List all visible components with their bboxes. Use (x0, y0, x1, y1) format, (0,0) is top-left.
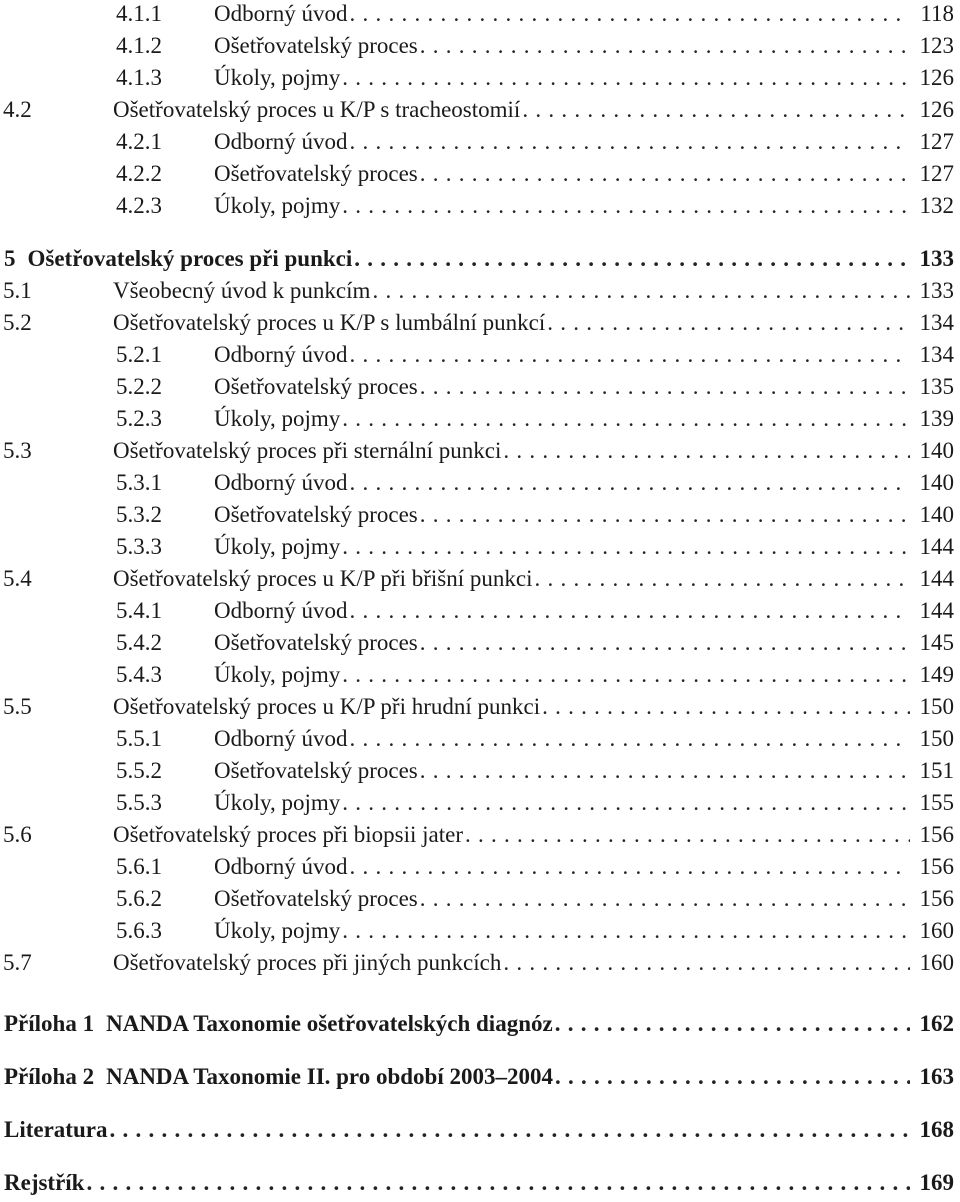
toc-entry-page-number: 127 (919, 161, 954, 186)
toc-entry (0, 0, 954, 30)
toc-entry (0, 723, 954, 755)
toc-entry-page-number: 163 (919, 1064, 954, 1089)
toc-entry-number: 5.5.1 (116, 726, 162, 751)
toc-entry-title: Odborný úvod (214, 342, 348, 367)
toc-entry-number: 5.6 (3, 822, 32, 847)
toc-entry-page-number: 160 (919, 918, 954, 943)
toc-entry-number: 5.2.3 (116, 406, 162, 431)
dot-leader (109, 1114, 910, 1146)
dot-leader (86, 1167, 910, 1199)
toc-entry-title: Ošetřovatelský proces (214, 502, 418, 527)
toc-entry-title: Ošetřovatelský proces (214, 758, 418, 783)
toc-entry-page-number: 135 (919, 374, 954, 399)
toc-entry-title: Úkoly, pojmy (214, 193, 341, 218)
toc-entry (0, 1167, 954, 1199)
toc-entry (0, 915, 954, 947)
toc-entry-number: 5.3.3 (116, 534, 162, 559)
toc-entry (0, 243, 954, 275)
toc-entry-title: Ošetřovatelský proces u K/P s tracheostomií (113, 97, 521, 122)
dot-leader (350, 467, 910, 499)
toc-entry (0, 339, 954, 371)
dot-leader (420, 30, 910, 62)
dot-leader (555, 1008, 910, 1040)
toc-entry (0, 563, 954, 595)
toc-entry-page-number: 156 (919, 854, 954, 879)
toc-entry-number: Příloha 2 (4, 1064, 95, 1089)
toc-entry-title: Ošetřovatelský proces při jiných punkcích (113, 950, 502, 975)
toc-entry-page-number: 140 (919, 438, 954, 463)
dot-leader (420, 371, 910, 403)
toc-entry (0, 1008, 954, 1040)
dot-leader (342, 915, 910, 947)
toc-entry-title: Ošetřovatelský proces při sternální punkci (113, 438, 502, 463)
dot-leader (465, 819, 910, 851)
toc-entry-page-number: 150 (919, 694, 954, 719)
toc-entry-title: Ošetřovatelský proces při biopsii jater (113, 822, 464, 847)
toc-entry-number: Příloha 1 (4, 1011, 95, 1036)
toc-entry-title: Úkoly, pojmy (214, 918, 341, 943)
toc-entry (0, 158, 954, 190)
toc-entry-page-number: 133 (919, 246, 954, 271)
toc-entry (0, 499, 954, 531)
dot-leader (503, 947, 910, 979)
dot-leader (342, 190, 910, 222)
toc-entry-page-number: 169 (919, 1170, 954, 1195)
dot-leader (420, 627, 910, 659)
toc-entry-page-number: 155 (919, 790, 954, 815)
toc-entry-page-number: 145 (919, 630, 954, 655)
dot-leader (350, 851, 910, 883)
toc-entry-number: 5.6.1 (116, 854, 162, 879)
toc-entry-title: Odborný úvod (214, 1, 348, 26)
toc-entry-number: 4.2.1 (116, 129, 162, 154)
toc-entry-page-number: 144 (919, 566, 954, 591)
toc-entry (0, 190, 954, 222)
toc-entry-number: 4.1.2 (116, 33, 162, 58)
dot-leader (342, 787, 910, 819)
dot-leader (420, 883, 910, 915)
toc-entry-number: 5.7 (3, 950, 32, 975)
toc-entry-title: Odborný úvod (214, 726, 348, 751)
toc-entry-title: NANDA Taxonomie II. pro období 2003–2004 (106, 1064, 553, 1089)
toc-entry-title: Ošetřovatelský proces u K/P při břišní punkci (113, 566, 533, 591)
dot-leader (342, 659, 910, 691)
toc-entry (0, 94, 954, 126)
toc-entry-title: Ošetřovatelský proces při punkci (27, 246, 353, 271)
dot-leader (522, 94, 910, 126)
dot-leader (350, 723, 910, 755)
toc-entry-page-number: 156 (919, 886, 954, 911)
toc-entry-title: Odborný úvod (214, 129, 348, 154)
toc-entry-title: Úkoly, pojmy (214, 406, 341, 431)
toc-entry-page-number: 156 (919, 822, 954, 847)
toc-entry-number: 5.6.2 (116, 886, 162, 911)
toc-entry-title: Literatura (4, 1117, 108, 1142)
dot-leader (420, 158, 910, 190)
toc-entry-page-number: 168 (919, 1117, 954, 1142)
toc-entry-title: Ošetřovatelský proces u K/P s lumbální punkcí (113, 310, 546, 335)
dot-leader (420, 755, 910, 787)
toc-entry-number: 4.2 (3, 97, 32, 122)
toc-entry-number: 4.1.1 (116, 1, 162, 26)
toc-entry-title: Úkoly, pojmy (214, 790, 341, 815)
toc-entry-number: 5.5.3 (116, 790, 162, 815)
toc-entry-title: Ošetřovatelský proces (214, 161, 418, 186)
toc-entry-number: 5.4.2 (116, 630, 162, 655)
dot-leader (420, 499, 910, 531)
toc-entry (0, 851, 954, 883)
dot-leader (547, 307, 910, 339)
toc-entry (0, 62, 954, 94)
toc-entry-page-number: 133 (919, 278, 954, 303)
toc-entry-page-number: 160 (919, 950, 954, 975)
toc-entry-number: 5.4.3 (116, 662, 162, 687)
toc-entry-number: 4.2.2 (116, 161, 162, 186)
toc-entry-number: 4.1.3 (116, 65, 162, 90)
dot-leader (342, 531, 910, 563)
dot-leader (350, 339, 910, 371)
toc-entry-title: Úkoly, pojmy (214, 662, 341, 687)
toc-entry-title: Ošetřovatelský proces (214, 630, 418, 655)
toc-entry-number: 5.4 (3, 566, 32, 591)
toc-entry (0, 403, 954, 435)
toc-entry (0, 691, 954, 723)
toc-entry-page-number: 123 (919, 33, 954, 58)
toc-entry-page-number: 126 (919, 65, 954, 90)
toc-entry (0, 659, 954, 691)
toc-entry-title: Rejstřík (4, 1170, 85, 1195)
toc-entry (0, 627, 954, 659)
dot-leader (354, 243, 910, 275)
toc-entry (0, 755, 954, 787)
toc-entry-page-number: 127 (919, 129, 954, 154)
dot-leader (372, 275, 910, 307)
dot-leader (503, 435, 910, 467)
toc-entry (0, 275, 954, 307)
toc-entry (0, 787, 954, 819)
toc-entry (0, 467, 954, 499)
toc-entry (0, 435, 954, 467)
toc-entry (0, 819, 954, 851)
toc-entry-page-number: 139 (919, 406, 954, 431)
toc-entry-title: Odborný úvod (214, 854, 348, 879)
toc-entry-page-number: 151 (919, 758, 954, 783)
toc-entry (0, 30, 954, 62)
toc-entry (0, 126, 954, 158)
toc-entry-title: Ošetřovatelský proces (214, 886, 418, 911)
toc-entry-page-number: 126 (919, 97, 954, 122)
toc-entry-number: 5 (4, 246, 16, 271)
toc-entry-page-number: 149 (919, 662, 954, 687)
toc-entry-page-number: 118 (920, 1, 954, 26)
toc-entry-page-number: 144 (919, 534, 954, 559)
toc-entry-number: 5.3 (3, 438, 32, 463)
toc-entry-number: 5.1 (3, 278, 32, 303)
toc-entry-number: 5.2 (3, 310, 32, 335)
toc-entry (0, 1114, 954, 1146)
toc-entry-page-number: 162 (919, 1011, 954, 1036)
dot-leader (555, 1061, 910, 1093)
toc-entry-title: Ošetřovatelský proces u K/P při hrudní punkci (113, 694, 541, 719)
toc-entry (0, 531, 954, 563)
toc-entry-number: 5.3.2 (116, 502, 162, 527)
toc-entry-number: 5.5.2 (116, 758, 162, 783)
dot-leader (342, 403, 910, 435)
toc-entry-page-number: 144 (919, 598, 954, 623)
toc-entry-number: 5.3.1 (116, 470, 162, 495)
toc-entry (0, 371, 954, 403)
toc-entry (0, 883, 954, 915)
toc-entry-page-number: 134 (919, 310, 954, 335)
dot-leader (342, 62, 910, 94)
toc-entry-number: 4.2.3 (116, 193, 162, 218)
dot-leader (350, 595, 910, 627)
toc-entry (0, 307, 954, 339)
dot-leader (350, 0, 910, 30)
toc-entry-title: Všeobecný úvod k punkcím (113, 278, 371, 303)
toc-entry-title: Odborný úvod (214, 598, 348, 623)
toc-entry-page-number: 134 (919, 342, 954, 367)
toc-entry-title: Úkoly, pojmy (214, 534, 341, 559)
toc-entry-title: NANDA Taxonomie ošetřovatelských diagnóz (106, 1011, 553, 1036)
toc-entry (0, 947, 954, 979)
toc-entry-title: Úkoly, pojmy (214, 65, 341, 90)
toc-entry-page-number: 132 (919, 193, 954, 218)
toc-entry-title: Ošetřovatelský proces (214, 33, 418, 58)
dot-leader (350, 126, 910, 158)
toc-entry-number: 5.4.1 (116, 598, 162, 623)
toc-entry-number: 5.2.2 (116, 374, 162, 399)
toc-entry-title: Odborný úvod (214, 470, 348, 495)
toc-entry-page-number: 150 (919, 726, 954, 751)
toc-entry-number: 5.5 (3, 694, 32, 719)
toc-entry (0, 1061, 954, 1093)
toc-entry-number: 5.6.3 (116, 918, 162, 943)
dot-leader (534, 563, 910, 595)
toc-entry-page-number: 140 (919, 470, 954, 495)
toc-entry-title: Ošetřovatelský proces (214, 374, 418, 399)
toc-entry-number: 5.2.1 (116, 342, 162, 367)
toc-entry (0, 595, 954, 627)
dot-leader (542, 691, 910, 723)
toc-entry-page-number: 140 (919, 502, 954, 527)
